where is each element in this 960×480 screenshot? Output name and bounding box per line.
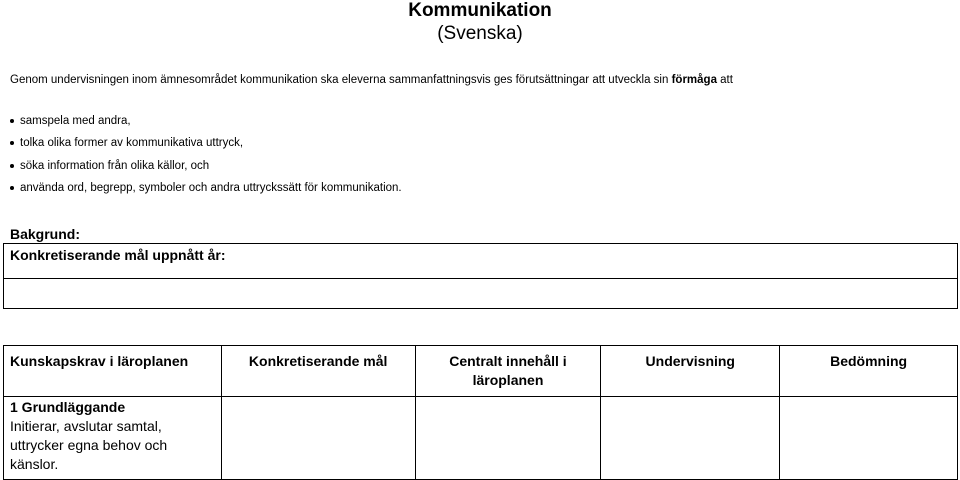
table-header-row xyxy=(4,346,958,397)
goal-text: tolka olika former av kommunikativa uttryck, xyxy=(20,137,244,150)
concrete-goal-label: Konkretiserande mål uppnått år: xyxy=(10,247,226,263)
intro-bold-word: förmåga xyxy=(671,74,717,86)
goal-text: samspela med andra, xyxy=(20,115,131,127)
table-cell[interactable] xyxy=(601,397,780,480)
goal-text: söka information från olika källor, och xyxy=(20,159,210,172)
table-row xyxy=(4,397,958,480)
level-label: 1 Grundläggande xyxy=(10,399,126,415)
page-subtitle: (Svenska) xyxy=(437,23,523,44)
list-item xyxy=(10,135,402,157)
level-description: Initierar, avslutar samtal, uttrycker egna behov och känslor. xyxy=(10,418,168,472)
column-header: Kunskapskrav i läroplanen xyxy=(4,346,222,397)
list-item xyxy=(10,180,402,202)
goal-text: använda ord, begrepp, symboler och andra uttryckssätt för kommunikation. xyxy=(20,181,402,194)
column-header: Centralt innehåll i läroplanen xyxy=(415,346,601,397)
table-cell[interactable] xyxy=(780,397,958,480)
list-item xyxy=(10,113,402,135)
bullet-icon xyxy=(10,164,14,168)
goal-list xyxy=(10,113,402,202)
intro-text: Genom undervisningen inom ämnesområdet kommunikation ska eleverna sammanfattningsvis ges förutsättningar att utveckla sin xyxy=(10,74,672,86)
list-item xyxy=(10,158,402,180)
intro-text-end: att xyxy=(716,74,733,86)
column-header: Konkretiserande mål xyxy=(221,346,415,397)
table-cell[interactable] xyxy=(221,397,415,480)
table-cell[interactable] xyxy=(415,397,601,480)
bullet-icon xyxy=(10,141,14,145)
column-header: Undervisning xyxy=(601,346,780,397)
bullet-icon xyxy=(10,186,14,190)
bullet-icon xyxy=(10,119,14,123)
table-cell xyxy=(4,397,222,480)
intro-paragraph xyxy=(10,72,733,88)
planning-table xyxy=(3,345,958,480)
divider xyxy=(3,278,958,279)
background-label: Bakgrund: xyxy=(10,226,80,242)
page-title: Kommunikation xyxy=(408,0,552,21)
column-header: Bedömning xyxy=(780,346,958,397)
